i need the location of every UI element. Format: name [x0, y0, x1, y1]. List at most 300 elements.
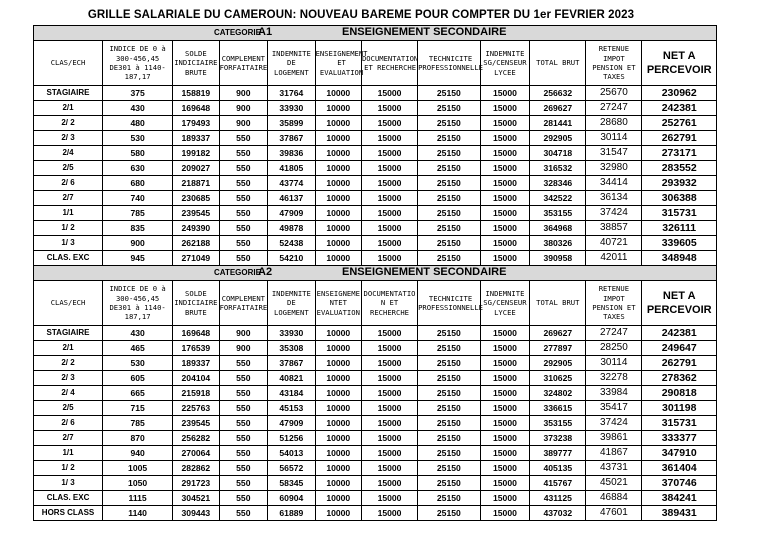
cell-enseignement-evaluation: 10000: [315, 221, 361, 236]
cell-documentation-recherche: 15000: [361, 206, 417, 221]
header-net-a-percevoir: [642, 41, 717, 86]
cell-indemnite-sg-censeur: 15000: [480, 251, 530, 266]
header-total-brut: [530, 41, 586, 86]
cell-enseignement-evaluation: 10000: [315, 446, 361, 461]
cell-indemnite-sg-censeur: 15000: [480, 86, 530, 101]
cell-net-a-percevoir: 306388: [642, 191, 717, 206]
cell-total-brut: 292905: [530, 356, 586, 371]
cell-total-brut: 364968: [530, 221, 586, 236]
cell-enseignement-evaluation: 10000: [315, 491, 361, 506]
cell-indemnite-sg-censeur: 15000: [480, 401, 530, 416]
cell-total-brut: 373238: [530, 431, 586, 446]
cell-clas-ech: 1/1: [34, 206, 103, 221]
cell-solde-indiciaire: 239545: [173, 416, 219, 431]
cell-enseignement-evaluation: 10000: [315, 386, 361, 401]
cell-indemnite-logement: 40821: [268, 371, 315, 386]
header-indemnite-sg-censeur: [480, 41, 530, 86]
cell-clas-ech: 2/ 6: [34, 176, 103, 191]
table-row: [34, 491, 717, 506]
header-enseignement-evaluation-label: ENSEIGNEME NTET EVALUATION: [316, 288, 360, 317]
cell-indemnite-sg-censeur: 15000: [480, 371, 530, 386]
header-net-a-percevoir: [642, 281, 717, 326]
cell-clas-ech: 2/ 3: [34, 371, 103, 386]
header-solde-indiciaire-label: SOLDE INDICIAIRE BRUTE: [174, 48, 218, 77]
cell-documentation-recherche: 15000: [361, 401, 417, 416]
header-clas-ech-label: CLAS/ECH: [50, 58, 86, 68]
cell-technicite-professionnelle: 25150: [418, 491, 481, 506]
header-indemnite-sg-censeur-label: INDEMNITE SG/CENSEUR LYCEE: [483, 48, 527, 77]
table-row: [34, 206, 717, 221]
cell-net-a-percevoir: 252761: [642, 116, 717, 131]
cell-indemnite-logement: 39836: [268, 146, 315, 161]
category-header: [34, 266, 717, 281]
cell-documentation-recherche: 15000: [361, 101, 417, 116]
header-retenue-impot: [586, 41, 642, 86]
cell-complement-forfaitaire: 550: [219, 236, 268, 251]
table-row: [34, 341, 717, 356]
cell-net-a-percevoir: 333377: [642, 431, 717, 446]
table-row: [34, 446, 717, 461]
cell-complement-forfaitaire: 550: [219, 476, 268, 491]
table-row: [34, 431, 717, 446]
cell-indemnite-sg-censeur: 15000: [480, 206, 530, 221]
cell-indice: 480: [103, 116, 173, 131]
cell-complement-forfaitaire: 550: [219, 506, 268, 521]
cell-indice: 940: [103, 446, 173, 461]
cell-indice: 1050: [103, 476, 173, 491]
cell-retenue-impot: 32278: [586, 371, 642, 386]
cell-solde-indiciaire: 179493: [173, 116, 219, 131]
header-indemnite-sg-censeur: [480, 281, 530, 326]
cell-indemnite-logement: 35899: [268, 116, 315, 131]
header-complement-forfaitaire-label: COMPLEMENT FORFAITAIRE: [219, 293, 268, 312]
cell-solde-indiciaire: 158819: [173, 86, 219, 101]
cell-retenue-impot: 36134: [586, 191, 642, 206]
cell-net-a-percevoir: 283552: [642, 161, 717, 176]
cell-documentation-recherche: 15000: [361, 356, 417, 371]
cell-indice: 680: [103, 176, 173, 191]
table-row: [34, 506, 717, 521]
cell-total-brut: 336615: [530, 401, 586, 416]
cell-complement-forfaitaire: 900: [219, 101, 268, 116]
header-indemnite-logement: [268, 41, 315, 86]
category-label: CATEGORIE: [214, 28, 261, 37]
cell-clas-ech: 1/ 3: [34, 476, 103, 491]
table-row: [34, 371, 717, 386]
cell-indemnite-logement: 49878: [268, 221, 315, 236]
cell-total-brut: 256632: [530, 86, 586, 101]
cell-indemnite-sg-censeur: 15000: [480, 506, 530, 521]
cell-indemnite-logement: 47909: [268, 206, 315, 221]
cell-clas-ech: 2/5: [34, 161, 103, 176]
cell-indemnite-sg-censeur: 15000: [480, 131, 530, 146]
cell-documentation-recherche: 15000: [361, 86, 417, 101]
cell-total-brut: 324802: [530, 386, 586, 401]
cell-complement-forfaitaire: 550: [219, 461, 268, 476]
cell-net-a-percevoir: 230962: [642, 86, 717, 101]
cell-solde-indiciaire: 176539: [173, 341, 219, 356]
cell-enseignement-evaluation: 10000: [315, 236, 361, 251]
cell-total-brut: 310625: [530, 371, 586, 386]
category-row: [34, 26, 717, 41]
cell-technicite-professionnelle: 25150: [418, 446, 481, 461]
cell-net-a-percevoir: 370746: [642, 476, 717, 491]
category-description: ENSEIGNEMENT SECONDAIRE: [342, 26, 507, 38]
header-retenue-impot: [586, 281, 642, 326]
cell-indemnite-sg-censeur: 15000: [480, 446, 530, 461]
table-row: [34, 86, 717, 101]
cell-complement-forfaitaire: 900: [219, 86, 268, 101]
cell-clas-ech: 2/ 6: [34, 416, 103, 431]
cell-indemnite-logement: 33930: [268, 326, 315, 341]
cell-complement-forfaitaire: 550: [219, 146, 268, 161]
cell-documentation-recherche: 15000: [361, 131, 417, 146]
cell-technicite-professionnelle: 25150: [418, 326, 481, 341]
cell-net-a-percevoir: 262791: [642, 356, 717, 371]
header-net-a-percevoir-label: NET A PERCEVOIR: [646, 289, 712, 316]
cell-complement-forfaitaire: 900: [219, 116, 268, 131]
cell-indemnite-sg-censeur: 15000: [480, 176, 530, 191]
cell-technicite-professionnelle: 25150: [418, 191, 481, 206]
table-row: [34, 221, 717, 236]
cell-clas-ech: 2/1: [34, 101, 103, 116]
category-label: CATEGORIE: [214, 268, 261, 277]
cell-documentation-recherche: 15000: [361, 161, 417, 176]
header-indice-label: INDICE DE 0 à 300-456,45 DE301 à 1140- 187,17: [109, 44, 166, 82]
header-technicite-professionnelle-label: TECHNICITE PROFESSIONNELLE: [418, 293, 483, 312]
category-header: [34, 26, 717, 41]
header-documentation-recherche: [361, 281, 417, 326]
table-row: [34, 476, 717, 491]
cell-total-brut: 281441: [530, 116, 586, 131]
cell-retenue-impot: 40721: [586, 236, 642, 251]
cell-enseignement-evaluation: 10000: [315, 116, 361, 131]
cell-enseignement-evaluation: 10000: [315, 401, 361, 416]
salary-grid-table: [33, 25, 717, 521]
cell-net-a-percevoir: 262791: [642, 131, 717, 146]
header-indemnite-logement-label: INDEMNITE DE LOGEMENT: [271, 48, 311, 77]
cell-complement-forfaitaire: 900: [219, 326, 268, 341]
cell-indice: 945: [103, 251, 173, 266]
cell-documentation-recherche: 15000: [361, 326, 417, 341]
cell-net-a-percevoir: 326111: [642, 221, 717, 236]
table-row: [34, 116, 717, 131]
cell-solde-indiciaire: 218871: [173, 176, 219, 191]
cell-technicite-professionnelle: 25150: [418, 461, 481, 476]
cell-retenue-impot: 45021: [586, 476, 642, 491]
header-indemnite-sg-censeur-label: INDEMNITE SG/CENSEUR LYCEE: [483, 288, 527, 317]
cell-clas-ech: 2/ 3: [34, 131, 103, 146]
cell-enseignement-evaluation: 10000: [315, 341, 361, 356]
cell-enseignement-evaluation: 10000: [315, 371, 361, 386]
table-row: [34, 251, 717, 266]
cell-solde-indiciaire: 270064: [173, 446, 219, 461]
cell-documentation-recherche: 15000: [361, 251, 417, 266]
cell-complement-forfaitaire: 550: [219, 491, 268, 506]
cell-net-a-percevoir: 347910: [642, 446, 717, 461]
cell-enseignement-evaluation: 10000: [315, 131, 361, 146]
header-complement-forfaitaire-label: COMPLEMENT FORFAITAIRE: [219, 53, 268, 72]
header-indemnite-logement-label: INDEMNITE DE LOGEMENT: [271, 288, 311, 317]
header-documentation-recherche-label: DOCUMENTATIO N ET RECHERCHE: [363, 288, 416, 317]
cell-retenue-impot: 35417: [586, 401, 642, 416]
cell-indice: 835: [103, 221, 173, 236]
header-total-brut-label: TOTAL BRUT: [536, 298, 580, 308]
cell-solde-indiciaire: 282862: [173, 461, 219, 476]
cell-complement-forfaitaire: 550: [219, 191, 268, 206]
header-solde-indiciaire-label: SOLDE INDICIAIRE BRUTE: [174, 288, 218, 317]
header-indice: [103, 281, 173, 326]
cell-indice: 580: [103, 146, 173, 161]
cell-clas-ech: STAGIAIRE: [34, 326, 103, 341]
cell-retenue-impot: 41867: [586, 446, 642, 461]
cell-solde-indiciaire: 304521: [173, 491, 219, 506]
cell-technicite-professionnelle: 25150: [418, 356, 481, 371]
category-description: ENSEIGNEMENT SECONDAIRE: [342, 266, 507, 278]
cell-net-a-percevoir: 249647: [642, 341, 717, 356]
cell-net-a-percevoir: 315731: [642, 416, 717, 431]
cell-indemnite-logement: 58345: [268, 476, 315, 491]
cell-documentation-recherche: 15000: [361, 461, 417, 476]
cell-indemnite-logement: 56572: [268, 461, 315, 476]
header-indice-label: INDICE DE 0 à 300-456,45 DE301 à 1140- 187,17: [109, 284, 166, 322]
cell-total-brut: 353155: [530, 206, 586, 221]
cell-indice: 605: [103, 371, 173, 386]
cell-enseignement-evaluation: 10000: [315, 161, 361, 176]
header-solde-indiciaire: [173, 281, 219, 326]
cell-solde-indiciaire: 271049: [173, 251, 219, 266]
cell-complement-forfaitaire: 900: [219, 341, 268, 356]
cell-documentation-recherche: 15000: [361, 446, 417, 461]
cell-retenue-impot: 37424: [586, 206, 642, 221]
cell-enseignement-evaluation: 10000: [315, 416, 361, 431]
cell-retenue-impot: 27247: [586, 326, 642, 341]
cell-retenue-impot: 30114: [586, 356, 642, 371]
cell-technicite-professionnelle: 25150: [418, 506, 481, 521]
cell-solde-indiciaire: 199182: [173, 146, 219, 161]
header-clas-ech: [34, 41, 103, 86]
cell-clas-ech: 1/ 2: [34, 221, 103, 236]
cell-technicite-professionnelle: 25150: [418, 431, 481, 446]
cell-retenue-impot: 38857: [586, 221, 642, 236]
cell-clas-ech: 2/ 2: [34, 356, 103, 371]
cell-documentation-recherche: 15000: [361, 146, 417, 161]
cell-solde-indiciaire: 249390: [173, 221, 219, 236]
cell-complement-forfaitaire: 550: [219, 176, 268, 191]
cell-total-brut: 292905: [530, 131, 586, 146]
cell-net-a-percevoir: 301198: [642, 401, 717, 416]
cell-solde-indiciaire: 169648: [173, 101, 219, 116]
cell-indice: 1115: [103, 491, 173, 506]
cell-complement-forfaitaire: 550: [219, 386, 268, 401]
table-row: [34, 386, 717, 401]
cell-complement-forfaitaire: 550: [219, 206, 268, 221]
cell-technicite-professionnelle: 25150: [418, 371, 481, 386]
cell-clas-ech: 1/ 2: [34, 461, 103, 476]
cell-indemnite-sg-censeur: 15000: [480, 356, 530, 371]
cell-technicite-professionnelle: 25150: [418, 86, 481, 101]
cell-retenue-impot: 47601: [586, 506, 642, 521]
cell-clas-ech: 2/5: [34, 401, 103, 416]
cell-retenue-impot: 31547: [586, 146, 642, 161]
table-row: [34, 101, 717, 116]
cell-technicite-professionnelle: 25150: [418, 161, 481, 176]
cell-documentation-recherche: 15000: [361, 491, 417, 506]
cell-solde-indiciaire: 189337: [173, 131, 219, 146]
cell-indemnite-sg-censeur: 15000: [480, 101, 530, 116]
cell-documentation-recherche: 15000: [361, 506, 417, 521]
cell-indemnite-sg-censeur: 15000: [480, 341, 530, 356]
header-technicite-professionnelle: [418, 281, 481, 326]
category-code: A2: [258, 266, 273, 278]
cell-documentation-recherche: 15000: [361, 221, 417, 236]
cell-clas-ech: CLAS. EXC: [34, 491, 103, 506]
cell-net-a-percevoir: 273171: [642, 146, 717, 161]
cell-indice: 530: [103, 356, 173, 371]
cell-indemnite-sg-censeur: 15000: [480, 416, 530, 431]
cell-documentation-recherche: 15000: [361, 371, 417, 386]
cell-retenue-impot: 42011: [586, 251, 642, 266]
cell-enseignement-evaluation: 10000: [315, 176, 361, 191]
cell-indice: 715: [103, 401, 173, 416]
table-row: [34, 131, 717, 146]
cell-solde-indiciaire: 262188: [173, 236, 219, 251]
cell-indemnite-logement: 43184: [268, 386, 315, 401]
cell-technicite-professionnelle: 25150: [418, 416, 481, 431]
cell-complement-forfaitaire: 550: [219, 161, 268, 176]
cell-clas-ech: 2/4: [34, 146, 103, 161]
cell-complement-forfaitaire: 550: [219, 251, 268, 266]
header-solde-indiciaire: [173, 41, 219, 86]
table-row: [34, 416, 717, 431]
header-clas-ech: [34, 281, 103, 326]
cell-indemnite-sg-censeur: 15000: [480, 221, 530, 236]
header-technicite-professionnelle-label: TECHNICITE PROFESSIONNELLE: [418, 53, 483, 72]
cell-complement-forfaitaire: 550: [219, 356, 268, 371]
cell-indemnite-sg-censeur: 15000: [480, 326, 530, 341]
cell-solde-indiciaire: 204104: [173, 371, 219, 386]
header-net-a-percevoir-label: NET A PERCEVOIR: [646, 49, 712, 76]
cell-indice: 785: [103, 206, 173, 221]
cell-indemnite-sg-censeur: 15000: [480, 461, 530, 476]
cell-indice: 630: [103, 161, 173, 176]
cell-indemnite-logement: 35308: [268, 341, 315, 356]
table-row: [34, 161, 717, 176]
cell-complement-forfaitaire: 550: [219, 431, 268, 446]
cell-clas-ech: STAGIAIRE: [34, 86, 103, 101]
cell-retenue-impot: 27247: [586, 101, 642, 116]
column-header-row: [34, 281, 717, 326]
header-total-brut: [530, 281, 586, 326]
cell-net-a-percevoir: 278362: [642, 371, 717, 386]
cell-retenue-impot: 39861: [586, 431, 642, 446]
cell-indice: 785: [103, 416, 173, 431]
cell-retenue-impot: 37424: [586, 416, 642, 431]
cell-indemnite-sg-censeur: 15000: [480, 476, 530, 491]
cell-net-a-percevoir: 339605: [642, 236, 717, 251]
cell-clas-ech: CLAS. EXC: [34, 251, 103, 266]
cell-technicite-professionnelle: 25150: [418, 131, 481, 146]
cell-total-brut: 304718: [530, 146, 586, 161]
cell-solde-indiciaire: 256282: [173, 431, 219, 446]
header-retenue-impot-label: RETENUE IMPOT PENSION ET TAXES: [592, 44, 636, 82]
cell-technicite-professionnelle: 25150: [418, 176, 481, 191]
cell-total-brut: 342522: [530, 191, 586, 206]
cell-clas-ech: HORS CLASS: [34, 506, 103, 521]
cell-total-brut: 437032: [530, 506, 586, 521]
header-documentation-recherche-label: DOCUMENTATION ET RECHERCHE: [361, 53, 419, 72]
table-row: [34, 401, 717, 416]
cell-enseignement-evaluation: 10000: [315, 356, 361, 371]
cell-indemnite-logement: 52438: [268, 236, 315, 251]
cell-clas-ech: 2/ 2: [34, 116, 103, 131]
cell-solde-indiciaire: 209027: [173, 161, 219, 176]
cell-indemnite-logement: 46137: [268, 191, 315, 206]
cell-indemnite-logement: 61889: [268, 506, 315, 521]
cell-clas-ech: 1/1: [34, 446, 103, 461]
cell-net-a-percevoir: 293932: [642, 176, 717, 191]
cell-technicite-professionnelle: 25150: [418, 251, 481, 266]
cell-solde-indiciaire: 230685: [173, 191, 219, 206]
cell-documentation-recherche: 15000: [361, 386, 417, 401]
cell-indice: 375: [103, 86, 173, 101]
cell-indice: 430: [103, 326, 173, 341]
cell-complement-forfaitaire: 550: [219, 371, 268, 386]
cell-complement-forfaitaire: 550: [219, 416, 268, 431]
cell-enseignement-evaluation: 10000: [315, 251, 361, 266]
cell-enseignement-evaluation: 10000: [315, 146, 361, 161]
cell-enseignement-evaluation: 10000: [315, 476, 361, 491]
cell-technicite-professionnelle: 25150: [418, 341, 481, 356]
cell-indemnite-sg-censeur: 15000: [480, 191, 530, 206]
table-row: [34, 461, 717, 476]
cell-complement-forfaitaire: 550: [219, 131, 268, 146]
cell-solde-indiciaire: 215918: [173, 386, 219, 401]
cell-indemnite-logement: 31764: [268, 86, 315, 101]
cell-indemnite-logement: 51256: [268, 431, 315, 446]
cell-total-brut: 389777: [530, 446, 586, 461]
cell-indice: 740: [103, 191, 173, 206]
cell-technicite-professionnelle: 25150: [418, 221, 481, 236]
cell-documentation-recherche: 15000: [361, 431, 417, 446]
cell-indice: 1140: [103, 506, 173, 521]
cell-documentation-recherche: 15000: [361, 416, 417, 431]
cell-indemnite-logement: 43774: [268, 176, 315, 191]
cell-technicite-professionnelle: 25150: [418, 101, 481, 116]
cell-complement-forfaitaire: 550: [219, 401, 268, 416]
cell-solde-indiciaire: 291723: [173, 476, 219, 491]
cell-technicite-professionnelle: 25150: [418, 116, 481, 131]
cell-retenue-impot: 30114: [586, 131, 642, 146]
cell-total-brut: 277897: [530, 341, 586, 356]
cell-indemnite-logement: 45153: [268, 401, 315, 416]
cell-retenue-impot: 34414: [586, 176, 642, 191]
cell-technicite-professionnelle: 25150: [418, 476, 481, 491]
cell-total-brut: 269627: [530, 101, 586, 116]
cell-solde-indiciaire: 169648: [173, 326, 219, 341]
cell-indice: 430: [103, 101, 173, 116]
cell-solde-indiciaire: 225763: [173, 401, 219, 416]
cell-retenue-impot: 46884: [586, 491, 642, 506]
cell-clas-ech: 2/ 4: [34, 386, 103, 401]
table-row: [34, 176, 717, 191]
cell-total-brut: 390958: [530, 251, 586, 266]
cell-enseignement-evaluation: 10000: [315, 86, 361, 101]
cell-total-brut: 415767: [530, 476, 586, 491]
header-complement-forfaitaire: [219, 281, 268, 326]
cell-enseignement-evaluation: 10000: [315, 461, 361, 476]
cell-documentation-recherche: 15000: [361, 176, 417, 191]
